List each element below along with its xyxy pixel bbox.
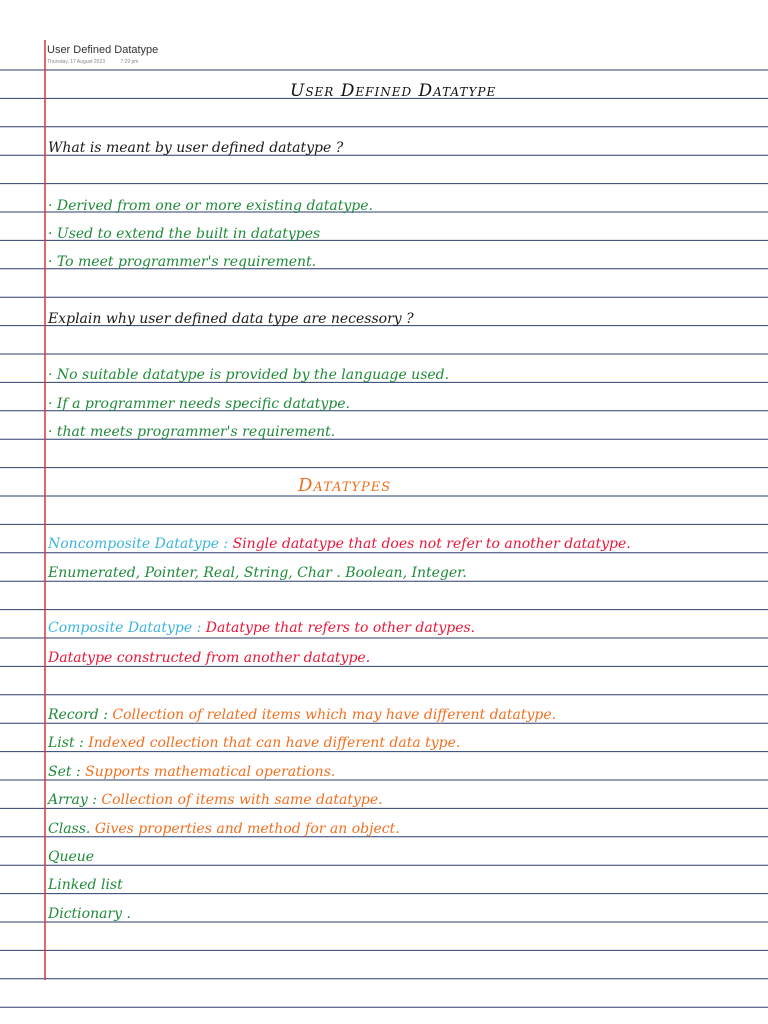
list-line [48,735,460,751]
noncomposite-definition: Single datatype that does not refer to another datatype. [232,536,631,552]
record-term: Record : [48,707,108,723]
question-2: Explain why user defined data type are necessory ? [48,311,414,327]
handwritten-heading: User Defined Datatype [290,81,497,101]
page-timestamp [47,59,158,65]
q2-answer-2: · If a programmer needs specific datatype. [48,396,350,412]
question-1: What is meant by user defined datatype ? [48,140,344,156]
q1-answer-3: · To meet programmer's requirement. [48,254,317,270]
class-line [48,821,400,837]
noncomposite-examples: Enumerated, Pointer, Real, String, Char . Boolean, Integer. [48,565,467,581]
composite-definition: Datatype that refers to other datypes. [205,620,476,636]
q2-answer-1: · No suitable datatype is provided by the language used. [48,367,450,383]
q1-answer-2: · Used to extend the built in datatypes [48,226,321,242]
record-desc: Collection of related items which may have different datatype. [112,707,557,723]
set-desc: Supports mathematical operations. [85,764,336,780]
class-term: Class. [48,821,91,837]
array-desc: Collection of items with same datatype. [101,792,383,808]
queue-term: Queue [48,849,95,865]
set-term: Set : [48,764,81,780]
composite-term: Composite Datatype : [48,620,202,636]
composite-line [48,620,475,636]
q2-answer-3: · that meets programmer's requirement. [48,424,336,440]
list-term: List : [48,735,84,751]
q1-answer-1: · Derived from one or more existing datatype. [48,198,373,214]
page-time: 7:29 pm [120,59,139,65]
page-title: User Defined Datatype [47,44,159,56]
noncomposite-line [48,536,631,552]
linked-list-term: Linked list [48,877,123,893]
class-desc: Gives properties and method for an object. [94,821,400,837]
composite-line-2: Datatype constructed from another datatype. [48,650,371,666]
page-header [47,44,158,65]
array-term: Array : [48,792,97,808]
datatypes-heading: Datatypes [298,475,392,496]
record-line [48,707,556,723]
list-desc: Indexed collection that can have different data type. [88,735,461,751]
set-line [48,764,335,780]
noncomposite-term: Noncomposite Datatype : [48,536,229,552]
array-line [48,792,383,808]
page-date: Thursday, 17 August 2023 [47,59,106,65]
dictionary-term: Dictionary . [48,906,131,922]
